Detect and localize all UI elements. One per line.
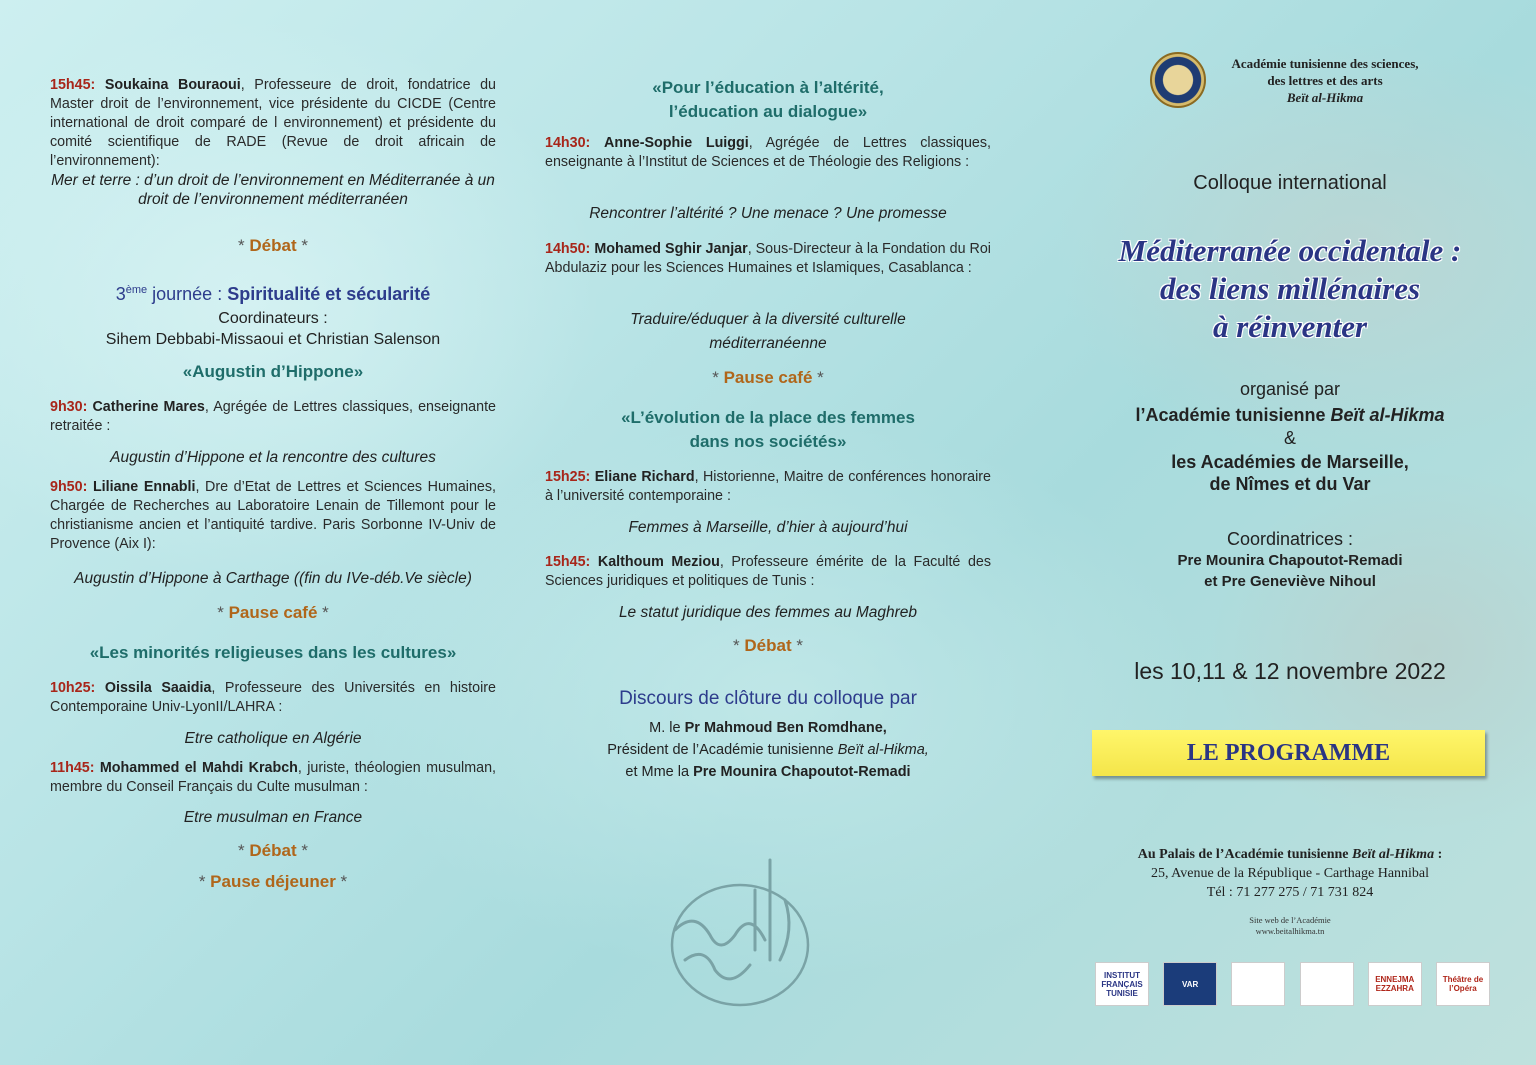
- program-entry: 14h30: Anne-Sophie Luiggi, Agrégée de Lettres classiques, enseignante à l’Institut de Sciences et de Théologie des Religions :: [545, 135, 991, 170]
- talk-title: Rencontrer l’altérité ? Une menace ? Une promesse: [589, 205, 947, 222]
- organizer-2: les Académies de Marseille,: [1171, 452, 1409, 472]
- event-date: les 10,11 & 12 novembre 2022: [1134, 658, 1446, 684]
- coordinator-1: Pre Mounira Chapoutot-Remadi: [1177, 552, 1403, 569]
- main-title: Méditerranée occidentale : des liens millénaires à réinventer: [1118, 233, 1462, 344]
- pause-label: * Pause café *: [712, 368, 824, 387]
- organizer-1: l’Académie tunisienne Beït al-Hikma: [1135, 405, 1445, 425]
- coordinator-2: et Pre Geneviève Nihoul: [1204, 573, 1376, 590]
- academy-name: Académie tunisienne des sciences, des lettres et des arts Beït al-Hikma: [1231, 56, 1419, 105]
- venue-address: 25, Avenue de la République - Carthage Hannibal: [1150, 866, 1430, 881]
- talk-title: Le statut juridique des femmes au Maghreb: [618, 604, 918, 621]
- programme-banner: LE PROGRAMME: [1092, 730, 1485, 776]
- partner-logo: [1300, 962, 1354, 1006]
- session-theme: «Pour l’éducation à l’altérité,: [652, 78, 884, 97]
- coordinators-names: Sihem Debbabi-Missaoui et Christian Salenson: [105, 331, 441, 348]
- talk-title: Femmes à Marseille, d’hier à aujourd’hui: [628, 519, 908, 536]
- venue-line: Au Palais de l’Académie tunisienne Beït al-Hikma :: [1137, 847, 1443, 862]
- pause-label: * Pause café *: [217, 603, 329, 622]
- program-entry: 10h25: Oissila Saaidia, Professeure des Universités en histoire Contemporaine Univ-LyonII/LAHRA :: [50, 680, 496, 715]
- session-theme: dans nos sociétés»: [689, 432, 847, 451]
- program-entry: 9h50: Liliane Ennabli, Dre d’Etat de Lettres et Sciences Humaines, Chargée de Recherches au Laboratoire Lenain de Tillemont pour le christianisme ancien et l’antiquité tardive. Paris Sorbonne IV-Univ de Provence (Aix I):: [50, 479, 496, 552]
- talk-title: Augustin d’Hippone et la rencontre des cultures: [110, 449, 436, 466]
- organizer-2b: de Nîmes et du Var: [1209, 474, 1371, 494]
- program-entry: 11h45: Mohammed el Mahdi Krabch, juriste, théologien musulman, membre du Conseil Français du Culte musulman :: [50, 760, 496, 795]
- partner-logo: INSTITUT FRANÇAIS TUNISIE: [1095, 962, 1149, 1006]
- calligraphy-emblem: [655, 850, 815, 1020]
- organizer-label: organisé par: [1239, 379, 1341, 399]
- talk-title: méditerranéenne: [709, 335, 827, 352]
- colloquium-label: Colloque international: [1193, 172, 1387, 194]
- session-theme: l’éducation au dialogue»: [668, 102, 868, 121]
- pause-label: * Pause déjeuner *: [198, 872, 348, 891]
- debate-label: * Débat *: [238, 236, 308, 255]
- cover-panel: [1080, 0, 1500, 1065]
- program-entry: 15h45: Kalthoum Meziou, Professeure émérite de la Faculté des Sciences juridiques et politiques de Tunis :: [545, 554, 991, 589]
- partner-logo: ENNEJMA EZZAHRA: [1368, 962, 1422, 1006]
- organizer-and: &: [1283, 428, 1296, 448]
- talk-title: Etre catholique en Algérie: [184, 730, 362, 747]
- venue-phone: Tél : 71 277 275 / 71 731 824: [1206, 885, 1374, 900]
- program-entry: 14h50: Mohamed Sghir Janjar, Sous-Directeur à la Fondation du Roi Abdulaziz pour les Sciences Humaines et Islamiques, Casablanca :: [545, 241, 991, 276]
- website: Site web de l’Académie www.beitalhikma.tn: [1249, 915, 1331, 936]
- talk-title: Mer et terre : d’un droit de l’environnement en Méditerranée à un droit de l’environnement méditerranéen: [51, 172, 495, 208]
- closing-title: Discours de clôture du colloque par: [619, 688, 917, 709]
- program-entry: 9h30: Catherine Mares, Agrégée de Lettres classiques, enseignante retraitée :: [50, 399, 496, 434]
- closing-speaker-1: M. le Pr Mahmoud Ben Romdhane,: [649, 720, 887, 736]
- partner-logos: [1095, 960, 1490, 1008]
- partner-logo: VAR: [1163, 962, 1217, 1006]
- closing-speaker-1-role: Président de l’Académie tunisienne Beït al-Hikma,: [607, 742, 929, 758]
- session-theme: «Les minorités religieuses dans les cultures»: [89, 643, 457, 662]
- closing-speaker-2: et Mme la Pre Mounira Chapoutot-Remadi: [625, 764, 911, 780]
- session-theme: «Augustin d’Hippone»: [182, 362, 364, 381]
- session-theme: «L’évolution de la place des femmes: [621, 408, 915, 427]
- day-heading: 3ème journée : Spiritualité et sécularité: [115, 284, 431, 304]
- debate-label: * Débat *: [733, 636, 803, 655]
- coordinators-label: Coordinateurs :: [218, 310, 328, 327]
- debate-label: * Débat *: [238, 841, 308, 860]
- partner-logo: [1231, 962, 1285, 1006]
- program-entry: 15h25: Eliane Richard, Historienne, Maitre de conférences honoraire à l’université contemporaine :: [545, 469, 991, 504]
- talk-title: Etre musulman en France: [183, 809, 363, 826]
- academy-logo: [1150, 52, 1206, 108]
- coordinators-label: Coordinatrices :: [1226, 529, 1354, 549]
- program-column-1: [50, 0, 496, 1065]
- talk-title: Traduire/éduquer à la diversité culturelle: [630, 311, 906, 328]
- program-entry: 15h45: Soukaina Bouraoui, Professeure de droit, fondatrice du Master droit de l’environnement, vice présidente du CICDE (Centre international de droit comparé de l environnement) et présidente du comité scientifique de RADE (Revue de droit africain de l’environnement):: [50, 77, 496, 169]
- talk-title: Augustin d’Hippone à Carthage ((fin du IVe-déb.Ve siècle): [74, 570, 472, 587]
- partner-logo: Théâtre de l’Opéra: [1436, 962, 1490, 1006]
